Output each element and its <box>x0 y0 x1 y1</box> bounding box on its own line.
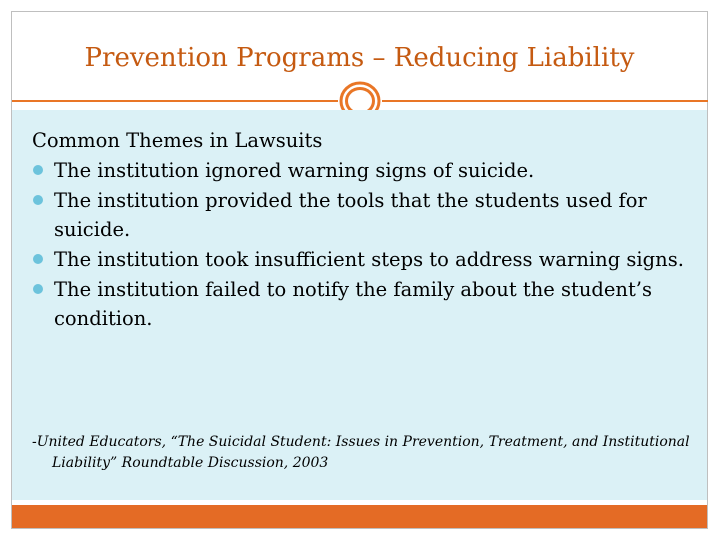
bullet-text: The institution provided the tools that the students used for suicide. <box>54 189 647 241</box>
bullet-dot-icon <box>32 253 44 265</box>
citation: -United Educators, “The Suicidal Student: Issues in Prevention, Treatment, and Institutional Liability” Roundtable Discussion, 2003 <box>32 434 690 471</box>
list-item <box>32 156 692 185</box>
body-text <box>32 126 692 333</box>
list-item <box>32 275 692 333</box>
section-heading: Common Themes in Lawsuits <box>32 129 323 152</box>
content-area <box>12 110 707 500</box>
bullet-text: The institution ignored warning signs of suicide. <box>54 159 535 182</box>
title-divider-right <box>382 100 708 102</box>
title-divider-left <box>12 100 338 102</box>
bullet-text: The institution failed to notify the family about the student’s condition. <box>54 278 653 330</box>
bullet-dot-icon <box>32 283 44 295</box>
list-item <box>32 186 692 244</box>
bottom-accent-bar <box>12 505 707 528</box>
bullet-dot-icon <box>32 194 44 206</box>
slide-title: Prevention Programs – Reducing Liability <box>84 43 635 73</box>
list-item <box>32 245 692 274</box>
bullet-list <box>32 156 692 333</box>
bullet-dot-icon <box>32 164 44 176</box>
bullet-text: The institution took insufficient steps to address warning signs. <box>54 248 684 271</box>
